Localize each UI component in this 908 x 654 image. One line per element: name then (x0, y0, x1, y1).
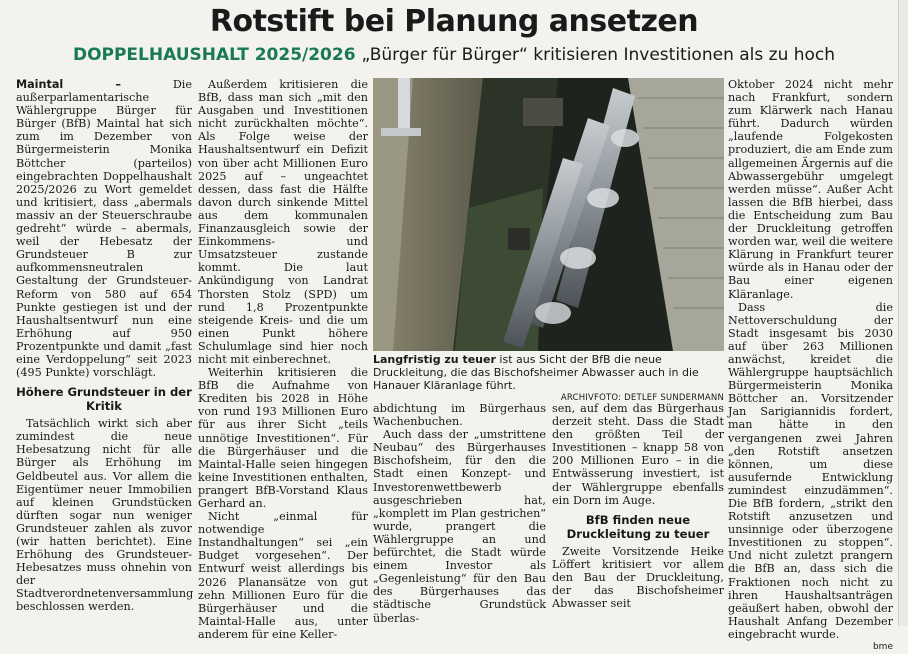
paragraph: Außerdem kritisieren die BfB, dass man sich „mit den Ausgaben und Investitionen nicht zurückhalten möchte“. Als Folge weise der Haushaltsentwurf ein Defizit von über acht Millionen Euro 2025 auf – ungeachtet dessen, dass fast die Hälfte davon durch sinkende Mittel aus dem kommunalen Finanzausgleich sowie der Einkommens- und Umsatzsteuer zustande kommt. Die laut Ankündigung von Landrat Thorsten Stolz (SPD) um rund 1,8 Prozentpunkte steigende Kreis- und die um einen Punkt höhere Schulumlage sind hier noch nicht mit einberechnet. (198, 78, 368, 366)
adjacent-page-edge (898, 0, 908, 626)
caption-text: ist aus Sicht der BfB die neue Druckleitung, die das Bischofsheimer Abwasser auch in die Hanauer Kläranlage führt. (373, 353, 699, 392)
paragraph: abdichtung im Bürgerhaus Wachenbuchen. (373, 402, 546, 429)
caption-lead: Langfristig zu teuer (373, 353, 496, 366)
paragraph-text: Die außerparlamentarische Wählergruppe Bürger für Bürger (BfB) Maintal hat sich zum im Dezember von Bürgermeisterin Monika Böttcher (parteilos) eingebrachten Doppelhaushalt 2025/2026 zu Wort gemeldet und kritisiert, dass „abermals massiv an der Steuerschraube gedreht“ würde – abermals, weil der Hebesatz der Grundsteuer B zur aufkommensneutralen Gestaltung der Grundsteuer-Reform von 580 auf 654 Punkte gestiegen ist und der Haushaltsentwurf nun eine Erhöhung auf 950 Prozentpunkte und damit „fast eine Verdoppelung“ seit 2023 (495 Punkte) vorschlägt. (16, 78, 192, 380)
subline-text: „Bürger für Bürger“ kritisieren Investitionen als zu hoch (361, 45, 836, 65)
paragraph: Weiterhin kritisieren die BfB die Aufnahme von Krediten bis 2028 in Höhe von rund 193 Millionen Euro für aus ihrer Sicht „teils unnötige Investitionen“. Für die Bürgerhäuser und die Maintal-Halle seien hingegen keine Investitionen enthalten, prangert BfB-Vorstand Klaus Gerhard an. (198, 366, 368, 510)
paragraph: Nicht „einmal für notwendige Instandhaltungen“ sei „ein Budget vorgesehen“. Der Entwurf weist allerdings bis 2026 Planansätze von gut zehn Millionen Euro für die Bürgerhäuser und die Maintal-Halle aus, unter anderem für eine Keller- (198, 510, 368, 641)
article-column-1 (16, 78, 192, 614)
photo-pressure-pipeline (373, 78, 724, 351)
subline-kicker: DOPPELHAUSHALT 2025/2026 (72, 45, 356, 65)
photo-credit: ARCHIVFOTO: DETLEF SUNDERMANN (560, 393, 724, 403)
author-signature: bme (872, 642, 893, 653)
dateline: Maintal – (16, 78, 121, 91)
subhead-druckleitung: BfB finden neue Druckleitung zu teuer (566, 512, 710, 541)
article-column-4 (552, 402, 724, 610)
paragraph: Tatsächlich wirkt sich aber zumindest die neue Hebesatzung nicht für alle Bürger als Erhöhung im Geldbeutel aus. Vor allem die Eigentümer neuer Immobilien auf kleinen Grundstücken dürften sogar nun weniger Grundsteuer zahlen als zuvor (wir hatten berichtet). Eine Erhöhung des Grundsteuer-Hebesatzes muss ohnehin von der Stadtverordnetenversammlung beschlossen werden. (16, 417, 194, 614)
subline (0, 45, 908, 65)
paragraph: sen, auf dem das Bürgerhaus derzeit steht. Dass die Stadt den größten Teil der Investitionen – knapp 58 von 200 Millionen Euro – in die Entwässerung investiert, ist der Wählergruppe ebenfalls ein Dorn im Auge. (552, 402, 724, 507)
article-column-5 (728, 78, 893, 654)
paragraph: Oktober 2024 nicht mehr nach Frankfurt, sondern zum Klärwerk nach Hanau führt. Dadurch würden „laufende Folgekosten produziert, die am Ende zum allgemeinen Ärgernis auf die Abwassergebühr umgelegt werden müsse“. Außer Acht lassen die BfB hierbei, dass die Entscheidung zum Bau der Druckleitung getroffen worden war, weil die weitere Klärung in Frankfurt teurer würde als in Hanau oder der Bau einer eigenen Kläranlage. (728, 78, 893, 301)
subhead-grundsteuer: Höhere Grundsteuer in der Kritik (16, 385, 192, 414)
paragraph: Dass die Nettoverschuldung der Stadt insgesamt bis 2030 auf über 263 Millionen anwächst, kreidet die Wählergruppe hauptsächlich Bürgermeisterin Monika Böttcher an. Vorsitzender Jan Sarigiannidis fordert, man hätte in den vergangenen zwei Jahren „den Rotstift ansetzen können, um diese ausufernde Entwicklung zumindest einzudämmen“. Die BfB fordern, „strikt den Rotstift anzusetzen und unsinnige oder überzogene Investitionen zu stoppen“. Und nicht zuletzt prangern die BfB an, dass sich die Fraktionen noch nicht zu ihren Haushaltsanträgen geäußert haben, obwohl der Haushalt Anfang Dezember eingebracht wurde. (728, 300, 893, 641)
article-column-3 (373, 402, 546, 625)
paragraph: Auch dass der „umstrittene Neubau“ des Bürgerhauses Bischofsheim, für den die Stadt einen Konzept- und Investorenwettbewerb ausgeschrieben hat, „komplett im Plan gestrichen“ wurde, prangert die Wählergruppe an und befürchtet, die Stadt würde einem Investor als „Gegenleistung“ für den Bau des Bürgerhauses das städtische Grundstück überlas- (373, 428, 546, 625)
article-column-2 (198, 78, 368, 641)
pipeline-shaft-image (373, 78, 724, 351)
headline: Rotstift bei Planung ansetzen (209, 4, 699, 39)
paragraph: Zweite Vorsitzende Heike Löffert kritisiert vor allem den Bau der Druckleitung, der das Bischofsheimer Abwasser seit (552, 544, 724, 611)
paragraph (16, 78, 192, 379)
photo-caption (373, 353, 724, 405)
